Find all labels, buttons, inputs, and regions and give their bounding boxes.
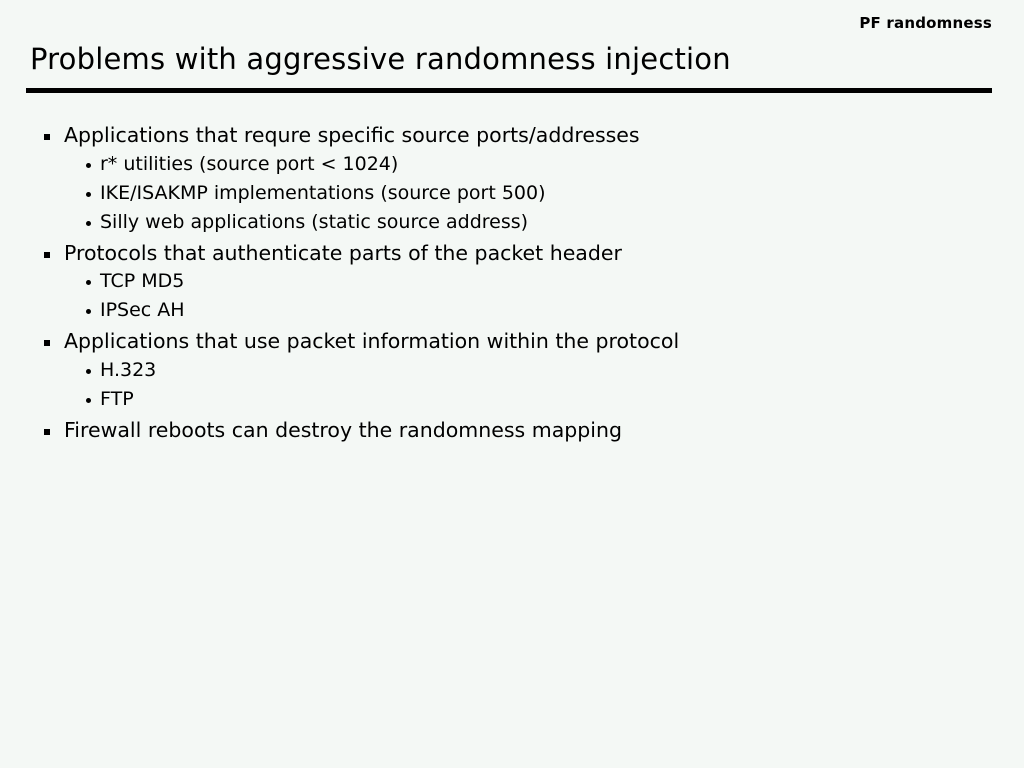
sub-list-item — [64, 181, 984, 207]
page-title: Problems with aggressive randomness injection — [30, 42, 731, 76]
dot-bullet-icon — [86, 309, 91, 314]
sub-bullet-list — [64, 152, 984, 236]
square-bullet-icon — [44, 134, 50, 140]
dot-bullet-icon — [86, 192, 91, 197]
list-item — [38, 240, 984, 325]
dot-bullet-icon — [86, 369, 91, 374]
list-item — [38, 328, 984, 413]
bullet-list — [38, 122, 984, 444]
sub-list-item — [64, 152, 984, 178]
square-bullet-icon — [44, 340, 50, 346]
sub-list-item-label: Silly web applications (static source address) — [100, 210, 529, 233]
sub-list-item — [64, 298, 984, 324]
sub-bullet-list — [64, 269, 984, 324]
list-item-label: Applications that requre specific source ports/addresses — [64, 123, 640, 147]
sub-list-item — [64, 387, 984, 413]
list-item — [38, 122, 984, 236]
sub-list-item — [64, 210, 984, 236]
list-item-label: Protocols that authenticate parts of the packet header — [64, 240, 622, 265]
sub-bullet-list — [64, 358, 984, 413]
sub-list-item-label: TCP MD5 — [100, 270, 185, 292]
list-item-label: Applications that use packet information within the protocol — [64, 329, 680, 353]
square-bullet-icon — [44, 429, 50, 435]
sub-list-item-label: IPSec AH — [100, 299, 185, 321]
sub-list-item-label: FTP — [100, 387, 134, 410]
list-item-label: Firewall reboots can destroy the randomness mapping — [64, 417, 623, 442]
slide-header-label: PF randomness — [859, 14, 992, 32]
sub-list-item-label: r* utilities (source port < 1024) — [100, 152, 399, 175]
square-bullet-icon — [44, 252, 50, 258]
slide-body — [38, 122, 984, 448]
title-divider — [26, 88, 992, 93]
dot-bullet-icon — [86, 398, 91, 403]
sub-list-item-label: H.323 — [100, 358, 157, 381]
sub-list-item-label: IKE/ISAKMP implementations (source port 500) — [100, 181, 546, 204]
list-item — [38, 417, 984, 445]
dot-bullet-icon — [86, 280, 91, 285]
sub-list-item — [64, 269, 984, 295]
dot-bullet-icon — [86, 163, 91, 168]
sub-list-item — [64, 358, 984, 384]
dot-bullet-icon — [86, 221, 91, 226]
